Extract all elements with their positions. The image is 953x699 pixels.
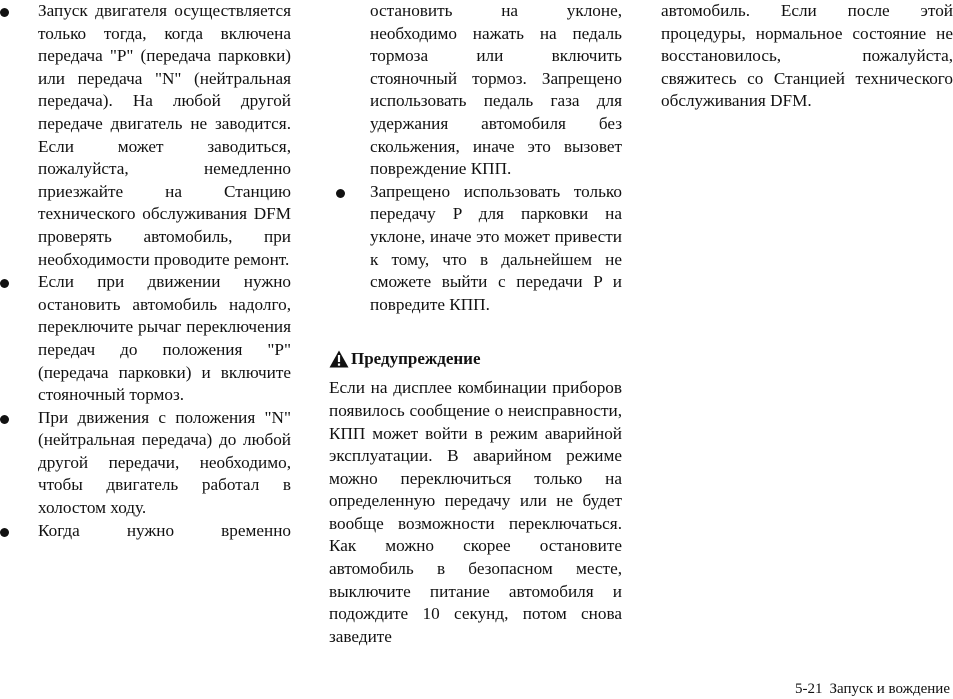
list-item-text: Если при движении нужно остановить автомобиль надолго, переключите рычаг переключения передач до положения "P" (передача парковки) и включите стояночный тормоз.	[38, 272, 291, 405]
bullet-icon	[0, 279, 9, 288]
list-item	[0, 520, 291, 543]
list-item	[0, 407, 291, 520]
continued-paragraph: остановить на уклоне, необходимо нажать на педаль тормоза или включить стояночный тормоз. Запрещено использовать педаль газа для удержания автомобиля без скольжения, иначе это вызовет повреждение КПП.	[370, 1, 622, 179]
warning-text: Если на дисплее комбинации приборов появилось сообщение о неисправности, КПП может войти в режим аварийной эксплуатации. В аварийном режиме можно переключиться только на определенную передачу или не будет вообще возможности переключаться. Как можно скорее остановите автомобиль в безопасном месте, выключите питание автомобиля и подождите 10 секунд, потом снова заведите	[329, 378, 622, 646]
bullet-icon	[0, 8, 9, 17]
list-item	[329, 181, 622, 317]
column-middle	[329, 0, 622, 648]
list-item-text: Запрещено использовать только передачу P для парковки на уклоне, иначе это может привести к тому, что в дальнейшем не сможете выйти с передачи P и повредите КПП.	[370, 181, 622, 314]
page-number: 5-21	[795, 681, 823, 697]
page-footer	[795, 680, 950, 698]
warning-triangle-icon	[329, 350, 349, 368]
column-left	[0, 0, 291, 542]
warning-heading	[329, 348, 622, 370]
list-item-text: При движения с положения "N" (нейтральная передача) до любой другой передачи, необходимо, чтобы двигатель работал в холостом ходу.	[38, 407, 291, 518]
list-item-text: Запуск двигателя осуществляется только тогда, когда включена передача "P" (передача парковки) или передача "N" (нейтральная передача). На любой другой передаче двигатель не заводится. Если может заводиться, пожалуйста, немедленно приезжайте на Станцию технического обслуживания DFM проверять автомобиль, при необходимости проводите ремонт.	[38, 1, 291, 269]
bullet-icon	[336, 189, 345, 198]
column-right	[661, 0, 953, 113]
list-item-text: Когда нужно временно	[38, 520, 291, 540]
list-item	[0, 0, 291, 271]
warning-title: Предупреждение	[351, 349, 481, 369]
section-title: Запуск и вождение	[829, 681, 950, 697]
bullet-icon	[0, 415, 9, 424]
warning-block	[329, 348, 622, 648]
list-item	[0, 271, 291, 407]
bullet-icon	[0, 528, 9, 537]
continued-paragraph: автомобиль. Если после этой процедуры, нормальное состояние не восстановилось, пожалуйста, свяжитесь со Станцией технического обслуживания DFM.	[661, 1, 953, 111]
